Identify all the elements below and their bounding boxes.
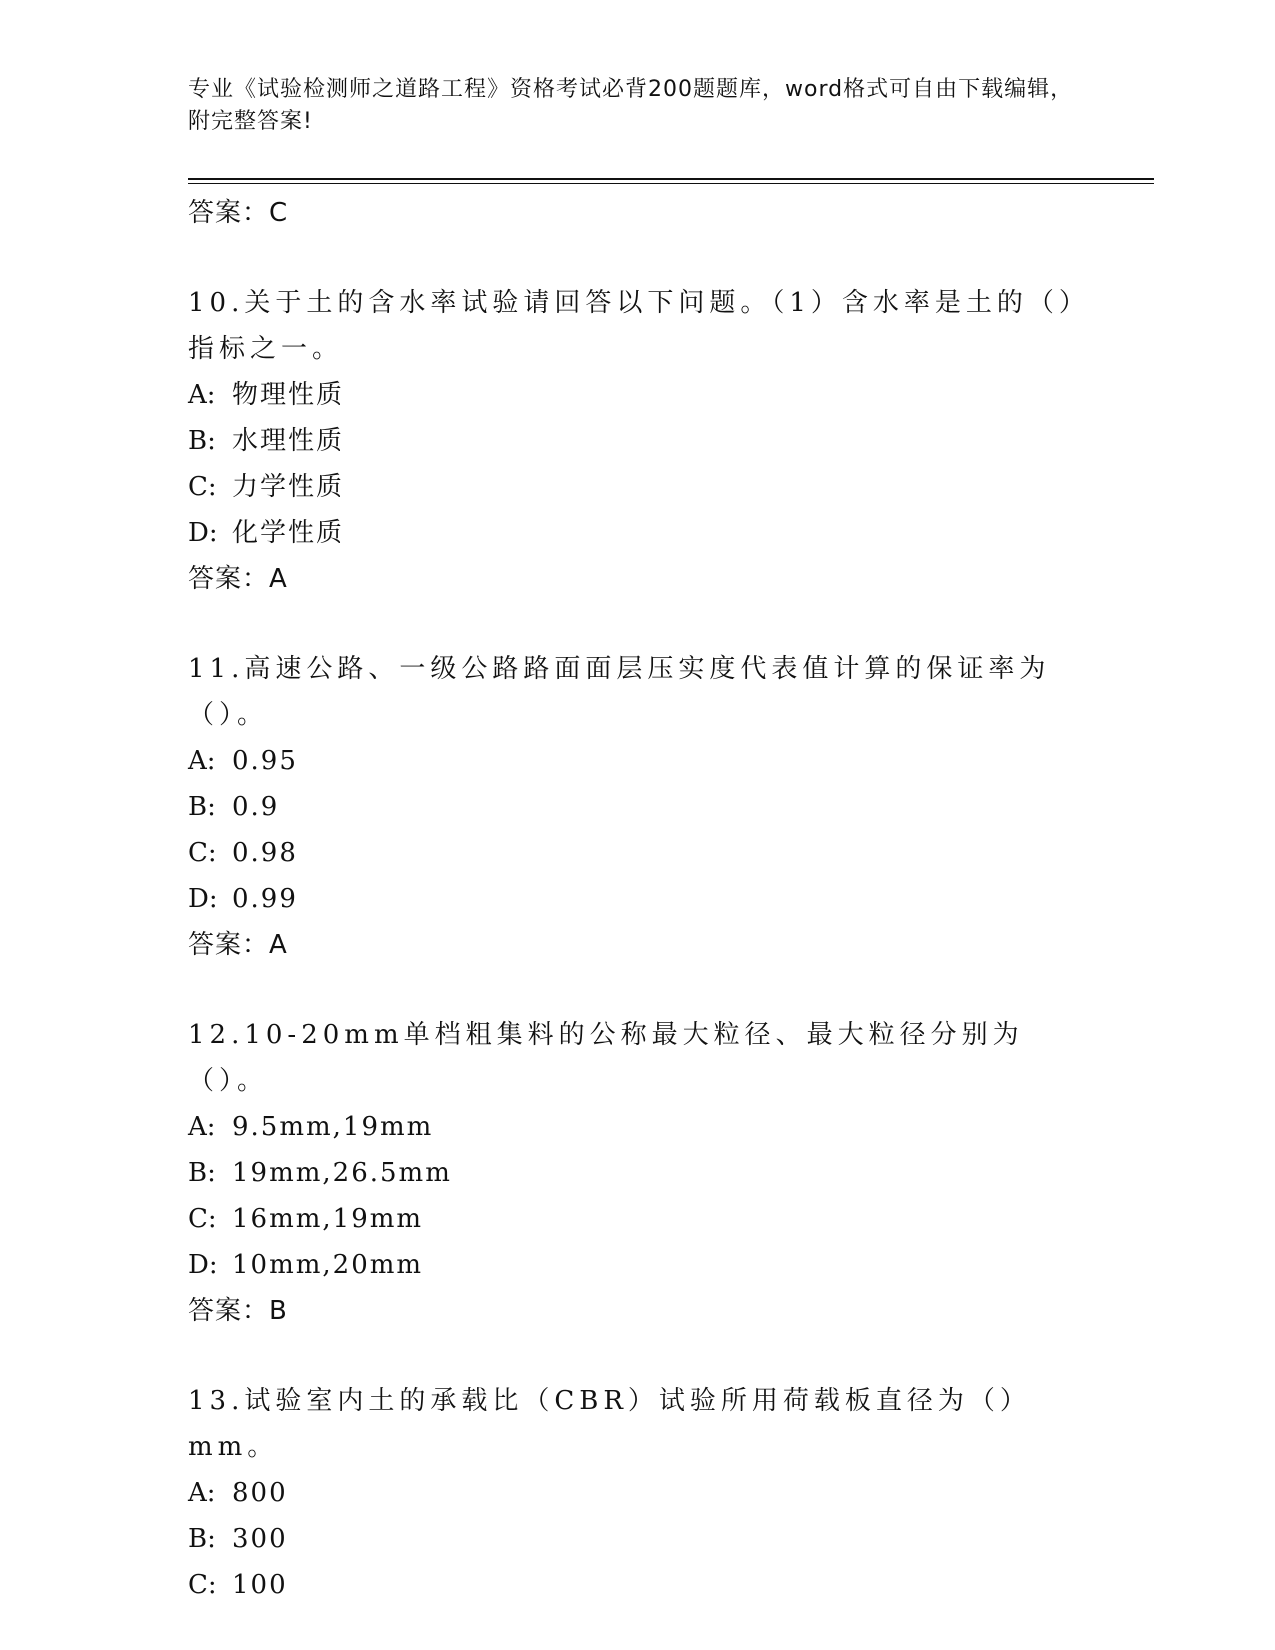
answer-label: 答案： bbox=[188, 564, 270, 594]
option-text: 0.9 bbox=[232, 792, 280, 822]
option-letter: C: bbox=[188, 472, 217, 502]
option-b bbox=[188, 784, 1088, 830]
option-a bbox=[188, 372, 1088, 418]
answer-line bbox=[188, 922, 1088, 968]
option-text: 水理性质 bbox=[232, 426, 345, 456]
question-stem: 13.试验室内土的承载比（CBR）试验所用荷载板直径为（）mm。 bbox=[188, 1386, 1031, 1462]
header-rule-thick bbox=[188, 178, 1154, 180]
option-d bbox=[188, 1242, 1088, 1288]
option-a bbox=[188, 1470, 1088, 1516]
answer-value: B bbox=[269, 1296, 288, 1326]
option-text: 0.95 bbox=[232, 746, 298, 776]
question-stem: 12.10-20mm单档粗集料的公称最大粒径、最大粒径分别为（）。 bbox=[188, 1020, 1024, 1096]
option-letter: C: bbox=[188, 1204, 217, 1234]
option-letter: D: bbox=[188, 518, 218, 548]
question-stem: 11.高速公路、一级公路路面面层压实度代表值计算的保证率为（）。 bbox=[188, 654, 1051, 730]
option-text: 0.99 bbox=[232, 884, 298, 914]
option-b bbox=[188, 1516, 1088, 1562]
document-header: 专业《试验检测师之道路工程》资格考试必背200题题库，word格式可自由下载编辑，附完整答案! bbox=[188, 77, 1074, 134]
question-block bbox=[188, 1378, 1088, 1608]
answer-line bbox=[188, 556, 1088, 602]
answer-value: A bbox=[269, 930, 288, 960]
answer-line bbox=[188, 1288, 1088, 1334]
option-c bbox=[188, 1562, 1088, 1608]
option-letter: B: bbox=[188, 792, 216, 822]
option-letter: A: bbox=[188, 746, 216, 776]
option-letter: B: bbox=[188, 1158, 216, 1188]
option-text: 物理性质 bbox=[232, 380, 345, 410]
answer-value: A bbox=[269, 564, 288, 594]
option-letter: A: bbox=[188, 1478, 216, 1508]
document-body bbox=[188, 190, 1088, 1608]
option-letter: C: bbox=[188, 1570, 217, 1600]
question-block bbox=[188, 280, 1088, 602]
option-a bbox=[188, 1104, 1088, 1150]
option-text: 0.98 bbox=[232, 838, 298, 868]
option-text: 力学性质 bbox=[232, 472, 345, 502]
option-text: 16mm,19mm bbox=[232, 1204, 424, 1234]
answer-label: 答案： bbox=[188, 930, 270, 960]
option-letter: A: bbox=[188, 380, 216, 410]
option-d bbox=[188, 876, 1088, 922]
option-letter: C: bbox=[188, 838, 217, 868]
answer-label: 答案： bbox=[188, 198, 270, 228]
question-block bbox=[188, 646, 1088, 968]
option-b bbox=[188, 1150, 1088, 1196]
option-c bbox=[188, 464, 1088, 510]
answer-value: C bbox=[269, 198, 289, 228]
option-text: 100 bbox=[232, 1570, 288, 1600]
option-c bbox=[188, 830, 1088, 876]
option-letter: B: bbox=[188, 1524, 216, 1554]
option-text: 800 bbox=[232, 1478, 288, 1508]
option-text: 10mm,20mm bbox=[232, 1250, 424, 1280]
option-d bbox=[188, 510, 1088, 556]
option-text: 化学性质 bbox=[232, 518, 345, 548]
answer-label: 答案： bbox=[188, 1296, 270, 1326]
option-text: 9.5mm,19mm bbox=[232, 1112, 434, 1142]
option-letter: D: bbox=[188, 884, 218, 914]
option-text: 300 bbox=[232, 1524, 288, 1554]
answer-line bbox=[188, 190, 1088, 236]
option-letter: B: bbox=[188, 426, 216, 456]
option-a bbox=[188, 738, 1088, 784]
option-letter: A: bbox=[188, 1112, 216, 1142]
option-text: 19mm,26.5mm bbox=[232, 1158, 452, 1188]
question-block bbox=[188, 1012, 1088, 1334]
option-letter: D: bbox=[188, 1250, 218, 1280]
question-stem: 10.关于土的含水率试验请回答以下问题。（1）含水率是土的（）指标之一。 bbox=[188, 288, 1077, 364]
option-b bbox=[188, 418, 1088, 464]
header-rule-thin bbox=[188, 183, 1154, 184]
option-c bbox=[188, 1196, 1088, 1242]
